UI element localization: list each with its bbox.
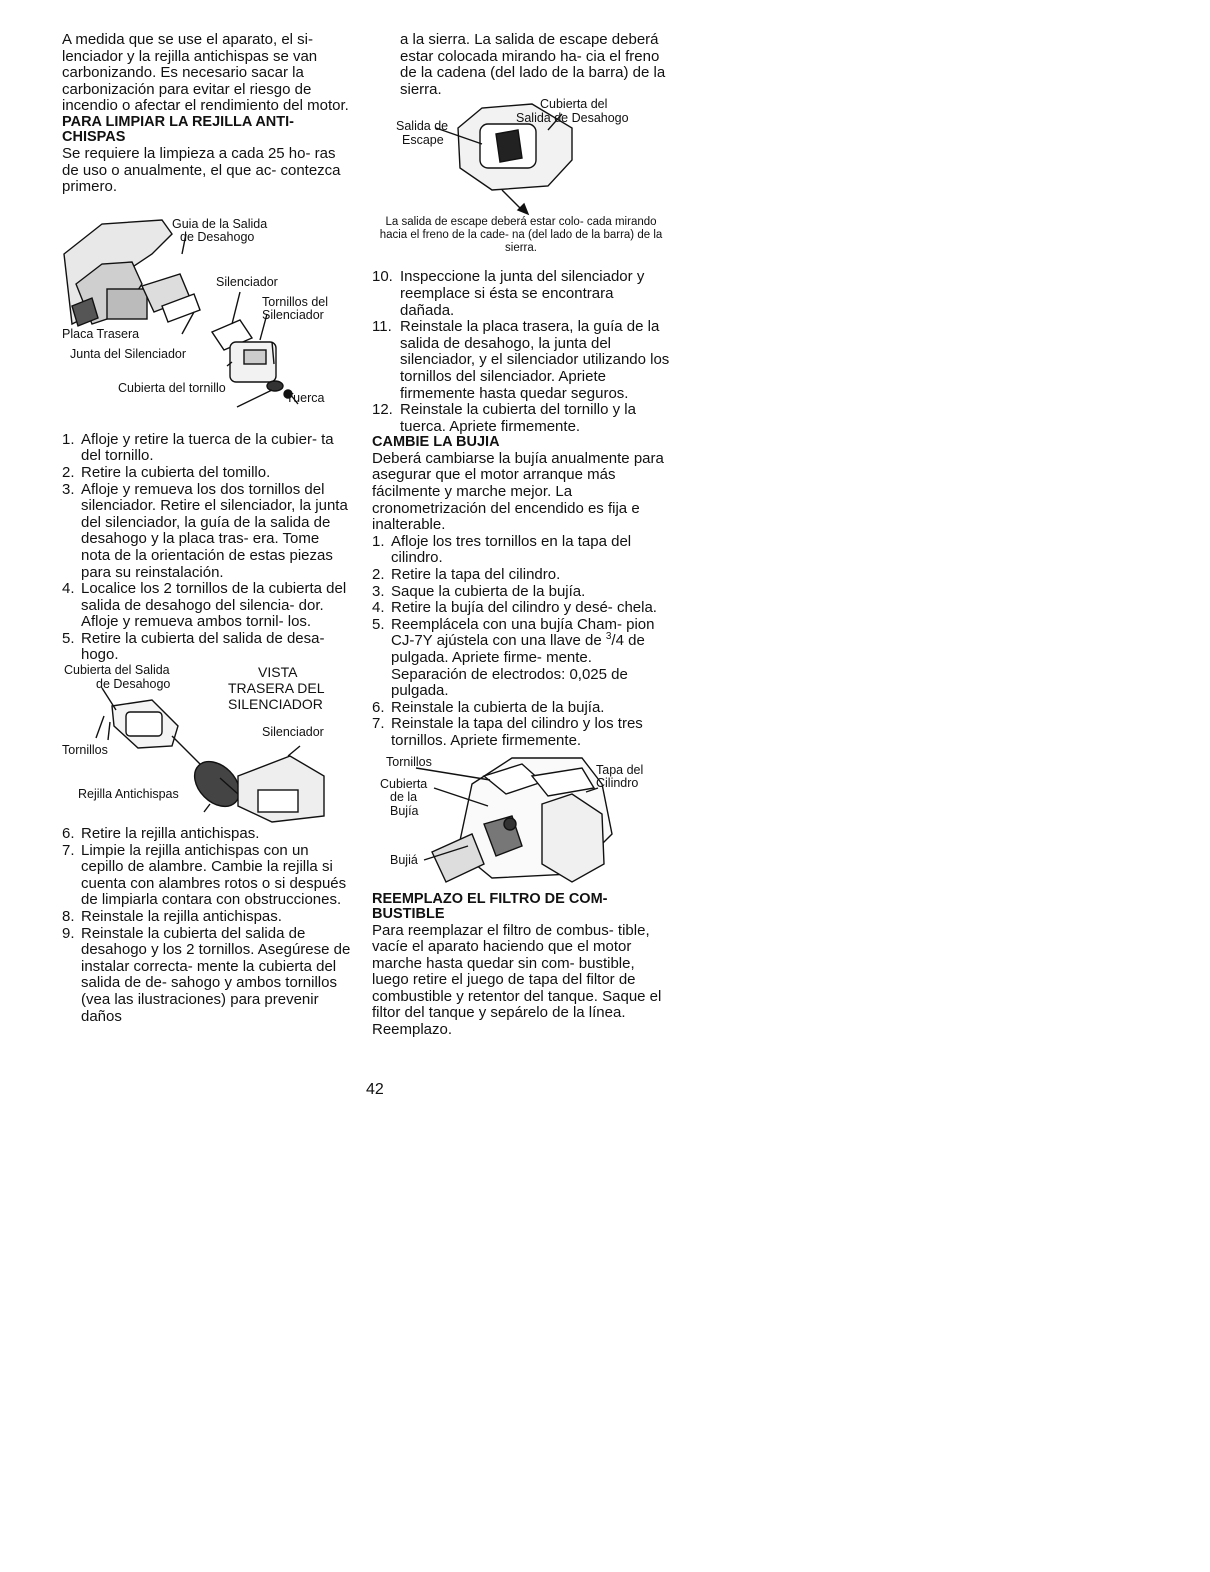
bujia-step-7: 7. Reinstale la tapa del cilindro y los tres tornillos. Apriete firmemente.: [372, 715, 643, 749]
step-11: 11. Reinstale la placa trasera, la guía de la salida de desahogo, la junta del silenciador, y el silenciador utilizando los tornillos del silenciador. Apriete firmemente hasta quedar seguros.: [372, 318, 670, 402]
label-junta-silenciador: Junta del Silenciador: [70, 346, 187, 361]
bujia-step-4: 4. Retire la bujía del cilindro y desé- chela.: [372, 599, 657, 617]
step-2: 2. Retire la cubierta del tomillo.: [62, 463, 271, 481]
section-heading-rejilla: PARA LIMPIAR LA REJILLA ANTI- CHISPAS: [62, 113, 294, 146]
label-cubierta-salida-desahogo: Cubierta del Salida de Desahogo: [516, 97, 629, 125]
bujia-step-5: 5. Reemplácela con una bujía Cham- pion CJ-7Y ajústela con una llave de $^3$/4 de pulgada. Apriete firme- mente. Separación de electrodos: 0,025 de pulgada.: [372, 615, 655, 700]
label-salida-escape: Salida de Escape: [396, 119, 449, 147]
rejilla-paragraph: Se requiere la limpieza a cada 25 ho- ras de uso o anualmente, el que ac- contezca primero.: [62, 144, 341, 196]
label-tapa-cilindro: Tapa del Cilindro: [596, 762, 644, 790]
label-tornillos-bujia: Tornillos: [386, 754, 432, 769]
left-column: [62, 32, 352, 1025]
bujia-step-2: 2. Retire la tapa del cilindro.: [372, 565, 561, 583]
exhaust-outlet-figure: [372, 98, 670, 216]
label-guia-salida: Guia de la Salida de Desahogo: [172, 216, 268, 245]
label-tornillos-2: Tornillos: [62, 743, 108, 758]
label-placa-trasera: Placa Trasera: [62, 326, 140, 341]
step-7: 7. Limpie la rejilla antichispas con un cepillo de alambre. Cambie la rejilla si cuenta con alambres rotos o si después de limpiarla contara con obstrucciones.: [62, 841, 347, 909]
label-silenciador-2: Silenciador: [262, 725, 324, 740]
label-silenciador: Silenciador: [216, 274, 278, 289]
continuation-paragraph: a la sierra. La salida de escape deberá estar colocada mirando ha- cia el freno de la cadena (del lado de la barra) de la sierra.: [400, 31, 666, 98]
section-heading-filtro: REEMPLAZO EL FILTRO DE COM- BUSTIBLE: [372, 890, 608, 922]
page-number: 42: [366, 1081, 384, 1098]
spark-arrestor-figure: [62, 663, 352, 826]
step-8: 8. Reinstale la rejilla antichispas.: [62, 908, 282, 926]
step-10: 10. Inspeccione la junta del silenciador y reemplace si ésta se encontrara dañada.: [372, 268, 645, 319]
exhaust-caption: La salida de escape deberá estar colo- cada mirando hacia el freno de la cade- na (del lado de la barra) de la sierra.: [379, 216, 663, 255]
bujia-step-6: 6. Reinstale la cubierta de la bujía.: [372, 698, 605, 716]
intro-paragraph: A medida que se use el aparato, el si- lenciador y la rejilla antichispas se van carbonizando. Es necesario sacar la carbonización para evitar el riesgo de incendio o afectar el rendimiento del motor.: [62, 31, 349, 115]
label-rejilla-antichispas: Rejilla Antichispas: [78, 787, 179, 802]
step-12: 12. Reinstale la cubierta del tornillo y la tuerca. Apriete firmemente.: [372, 401, 636, 435]
label-cubierta-bujia: Cubierta de la Bujía: [380, 776, 428, 818]
label-tuerca: Tuerca: [286, 390, 325, 405]
step-1: 1. Afloje y retire la tuerca de la cubier- ta del tornillo.: [62, 430, 334, 465]
steps-10-to-12: [372, 269, 670, 435]
bujia-step-3: 3. Saque la cubierta de la bujía.: [372, 582, 586, 600]
muffler-exploded-figure: [62, 214, 352, 432]
right-column: [372, 32, 670, 1039]
label-tornillos-silenciador: Tornillos del Silenciador: [262, 294, 329, 323]
step-6: 6. Retire la rejilla antichispas.: [62, 825, 260, 843]
bujia-steps: [372, 534, 670, 750]
label-vista-trasera: VISTA TRASERA DEL SILENCIADOR: [228, 664, 325, 713]
spark-plug-figure: [372, 754, 670, 892]
steps-6-to-9: [62, 826, 352, 1025]
label-cubierta-tornillo: Cubierta del tornillo: [118, 380, 226, 395]
step-3: 3. Afloje y remueva los dos tornillos del silenciador. Retire el silenciador, la junta del silenciador, la guía de la salida de desahogo y la placa tras- era. Tome nota de la orientación de estas piezas para su reinstalación.: [62, 480, 348, 581]
section-heading-bujia: CAMBIE LA BUJIA: [372, 434, 500, 451]
label-bujia: Bujiá: [390, 852, 418, 867]
bujia-paragraph: Deberá cambiarse la bujía anualmente para asegurar que el motor arranque más fácilmente y marche mejor. La cronometrización del encendido es fija e inalterable.: [372, 449, 664, 534]
steps-1-to-5: [62, 432, 352, 664]
filtro-paragraph: Para reemplazar el filtro de combus- tible, vacíe el aparato haciendo que el motor marche hasta quedar sin com- bustible, luego retire el juego de tapa del filtor de combustible y retentor del tanque. Saque el filtor del tanque y sepárelo de la línea. Reemplazo.: [372, 921, 662, 1039]
step-9: 9. Reinstale la cubierta del salida de desahogo y los 2 tornillos. Asegúrese de instalar correcta- mente la cubierta del salida de de- sahogo y ambos tornillos (vea las ilustraciones) para prevenir daños: [62, 924, 351, 1025]
bujia-step-1: 1. Afloje los tres tornillos en la tapa del cilindro.: [372, 532, 632, 567]
label-cubierta-salida: Cubierta del Salida de Desahogo: [64, 663, 171, 691]
step-4: 4. Localice los 2 tornillos de la cubierta del salida de desahogo del silencia- dor. Afloje y remueva ambos tornil- los.: [62, 580, 347, 631]
step-5: 5. Retire la cubierta del salida de desa- hogo.: [62, 629, 325, 664]
